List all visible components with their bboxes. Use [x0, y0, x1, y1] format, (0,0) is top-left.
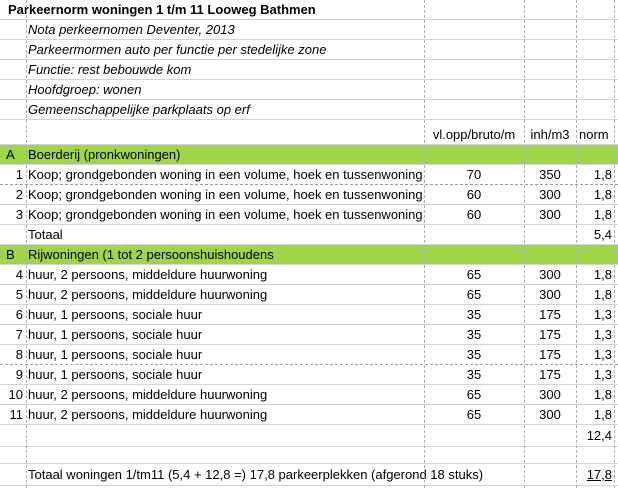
table-row [0, 385, 618, 405]
section-a-total-row [0, 225, 618, 245]
note-source[interactable]: Nota perkeernomen Deventer, 2013 [28, 22, 235, 37]
row-number[interactable]: 3 [15, 207, 23, 222]
header-inh[interactable]: inh/m3 [530, 127, 570, 142]
section-b-letter[interactable]: B [6, 247, 15, 262]
row-description[interactable]: huur, 2 persoons, middeldure huurwoning [28, 267, 268, 282]
row-description[interactable]: huur, 2 persoons, middeldure huurwoning [28, 287, 268, 302]
row-description[interactable]: huur, 2 persoons, middeldure huurwoning [28, 387, 268, 402]
note-row [0, 60, 618, 80]
row-norm[interactable]: 1,8 [593, 387, 612, 402]
header-norm[interactable]: norm [579, 127, 609, 142]
row-opp[interactable]: 35 [466, 367, 482, 382]
section-a-letter[interactable]: A [6, 147, 15, 162]
row-number[interactable]: 6 [15, 307, 23, 322]
section-b-label[interactable]: Rijwoningen (1 tot 2 persoonshuishoudens [28, 247, 274, 262]
note-function[interactable]: Functie: rest bebouwde kom [28, 62, 192, 77]
column-divider [424, 0, 425, 488]
row-inh[interactable]: 300 [539, 287, 561, 302]
row-norm[interactable]: 1,3 [593, 367, 612, 382]
row-inh[interactable]: 300 [539, 267, 561, 282]
header-opp[interactable]: vl.opp/bruto/m [432, 127, 516, 142]
row-number[interactable]: 4 [15, 267, 23, 282]
row-opp[interactable]: 35 [466, 307, 482, 322]
table-row [0, 325, 618, 345]
row-opp[interactable]: 65 [466, 267, 482, 282]
row-description[interactable]: huur, 1 persoons, sociale huur [28, 327, 203, 342]
row-inh[interactable]: 175 [539, 327, 561, 342]
row-description[interactable]: Koop; grondgebonden woning in een volume, hoek en tussenwoning [28, 187, 423, 202]
row-description[interactable]: huur, 1 persoons, sociale huur [28, 367, 203, 382]
table-row [0, 265, 618, 285]
note-parking[interactable]: Gemeenschappelijke parkplaats op erf [28, 102, 250, 117]
row-inh[interactable]: 300 [539, 387, 561, 402]
section-a-row [0, 145, 618, 165]
total-label[interactable]: Totaal [28, 227, 63, 242]
row-norm[interactable]: 1,8 [593, 207, 612, 222]
row-inh[interactable]: 300 [539, 407, 561, 422]
section-b-row [0, 245, 618, 265]
row-description[interactable]: Koop; grondgebonden woning in een volume, hoek en tussenwoning [28, 207, 423, 222]
grand-total-row [0, 464, 618, 486]
row-description[interactable]: huur, 1 persoons, sociale huur [28, 307, 203, 322]
table-row [0, 205, 618, 225]
row-opp[interactable]: 60 [466, 207, 482, 222]
row-inh[interactable]: 175 [539, 367, 561, 382]
row-inh[interactable]: 300 [539, 207, 561, 222]
row-opp[interactable]: 70 [466, 167, 482, 182]
table-row [0, 345, 618, 365]
column-divider [26, 0, 27, 488]
row-norm[interactable]: 1,8 [593, 267, 612, 282]
section-a-total-value[interactable]: 5,4 [593, 227, 612, 242]
row-description[interactable]: Koop; grondgebonden woning in een volume, hoek en tussenwoning [28, 167, 423, 182]
row-number[interactable]: 7 [15, 327, 23, 342]
row-number[interactable]: 2 [15, 187, 23, 202]
note-row [0, 80, 618, 100]
row-norm[interactable]: 1,3 [593, 307, 612, 322]
row-number[interactable]: 11 [9, 407, 23, 422]
grand-total-value[interactable]: 17,8 [586, 467, 612, 482]
row-inh[interactable]: 175 [539, 307, 561, 322]
section-b-subtotal-value[interactable]: 12,4 [586, 428, 612, 443]
row-description[interactable]: huur, 2 persoons, middeldure huurwoning [28, 407, 268, 422]
row-opp[interactable]: 65 [466, 407, 482, 422]
row-number[interactable]: 10 [8, 387, 23, 402]
row-number[interactable]: 9 [15, 367, 23, 382]
row-number[interactable]: 1 [15, 167, 23, 182]
note-row [0, 100, 618, 120]
section-b-subtotal-row [0, 425, 618, 447]
row-norm[interactable]: 1,8 [593, 407, 612, 422]
row-norm[interactable]: 1,3 [593, 327, 612, 342]
column-divider [614, 0, 615, 488]
note-group[interactable]: Hoofdgroep: wonen [28, 82, 142, 97]
title-row [0, 0, 618, 20]
note-norms[interactable]: Parkeermormen auto per functie per stedelijke zone [28, 42, 327, 57]
row-norm[interactable]: 1,3 [593, 347, 612, 362]
row-inh[interactable]: 350 [539, 167, 561, 182]
grand-total-label[interactable]: Totaal woningen 1/tm11 (5,4 + 12,8 =) 17,8 parkeerplekken (afgerond 18 stuks) [28, 467, 484, 482]
table-row [0, 285, 618, 305]
row-norm[interactable]: 1,8 [593, 287, 612, 302]
row-opp[interactable]: 65 [466, 287, 482, 302]
row-inh[interactable]: 175 [539, 347, 561, 362]
table-row [0, 365, 618, 385]
table-row [0, 165, 618, 185]
row-description[interactable]: huur, 1 persoons, sociale huur [28, 347, 203, 362]
header-row [0, 125, 618, 145]
row-number[interactable]: 8 [15, 347, 23, 362]
empty-row [0, 447, 618, 464]
column-divider [524, 0, 525, 488]
section-a-label[interactable]: Boerderij (pronkwoningen) [28, 147, 181, 162]
row-norm[interactable]: 1,8 [593, 187, 612, 202]
note-row [0, 40, 618, 60]
table-row [0, 305, 618, 325]
row-inh[interactable]: 300 [539, 187, 561, 202]
row-norm[interactable]: 1,8 [593, 167, 612, 182]
row-opp[interactable]: 35 [466, 327, 482, 342]
table-row [0, 405, 618, 425]
column-divider [576, 0, 577, 488]
row-opp[interactable]: 60 [466, 187, 482, 202]
row-number[interactable]: 5 [15, 287, 23, 302]
table-row [0, 185, 618, 205]
row-opp[interactable]: 65 [466, 387, 482, 402]
sheet-title[interactable]: Parkeernorm woningen 1 t/m 11 Looweg Bathmen [8, 2, 316, 17]
note-row [0, 20, 618, 40]
row-opp[interactable]: 35 [466, 347, 482, 362]
